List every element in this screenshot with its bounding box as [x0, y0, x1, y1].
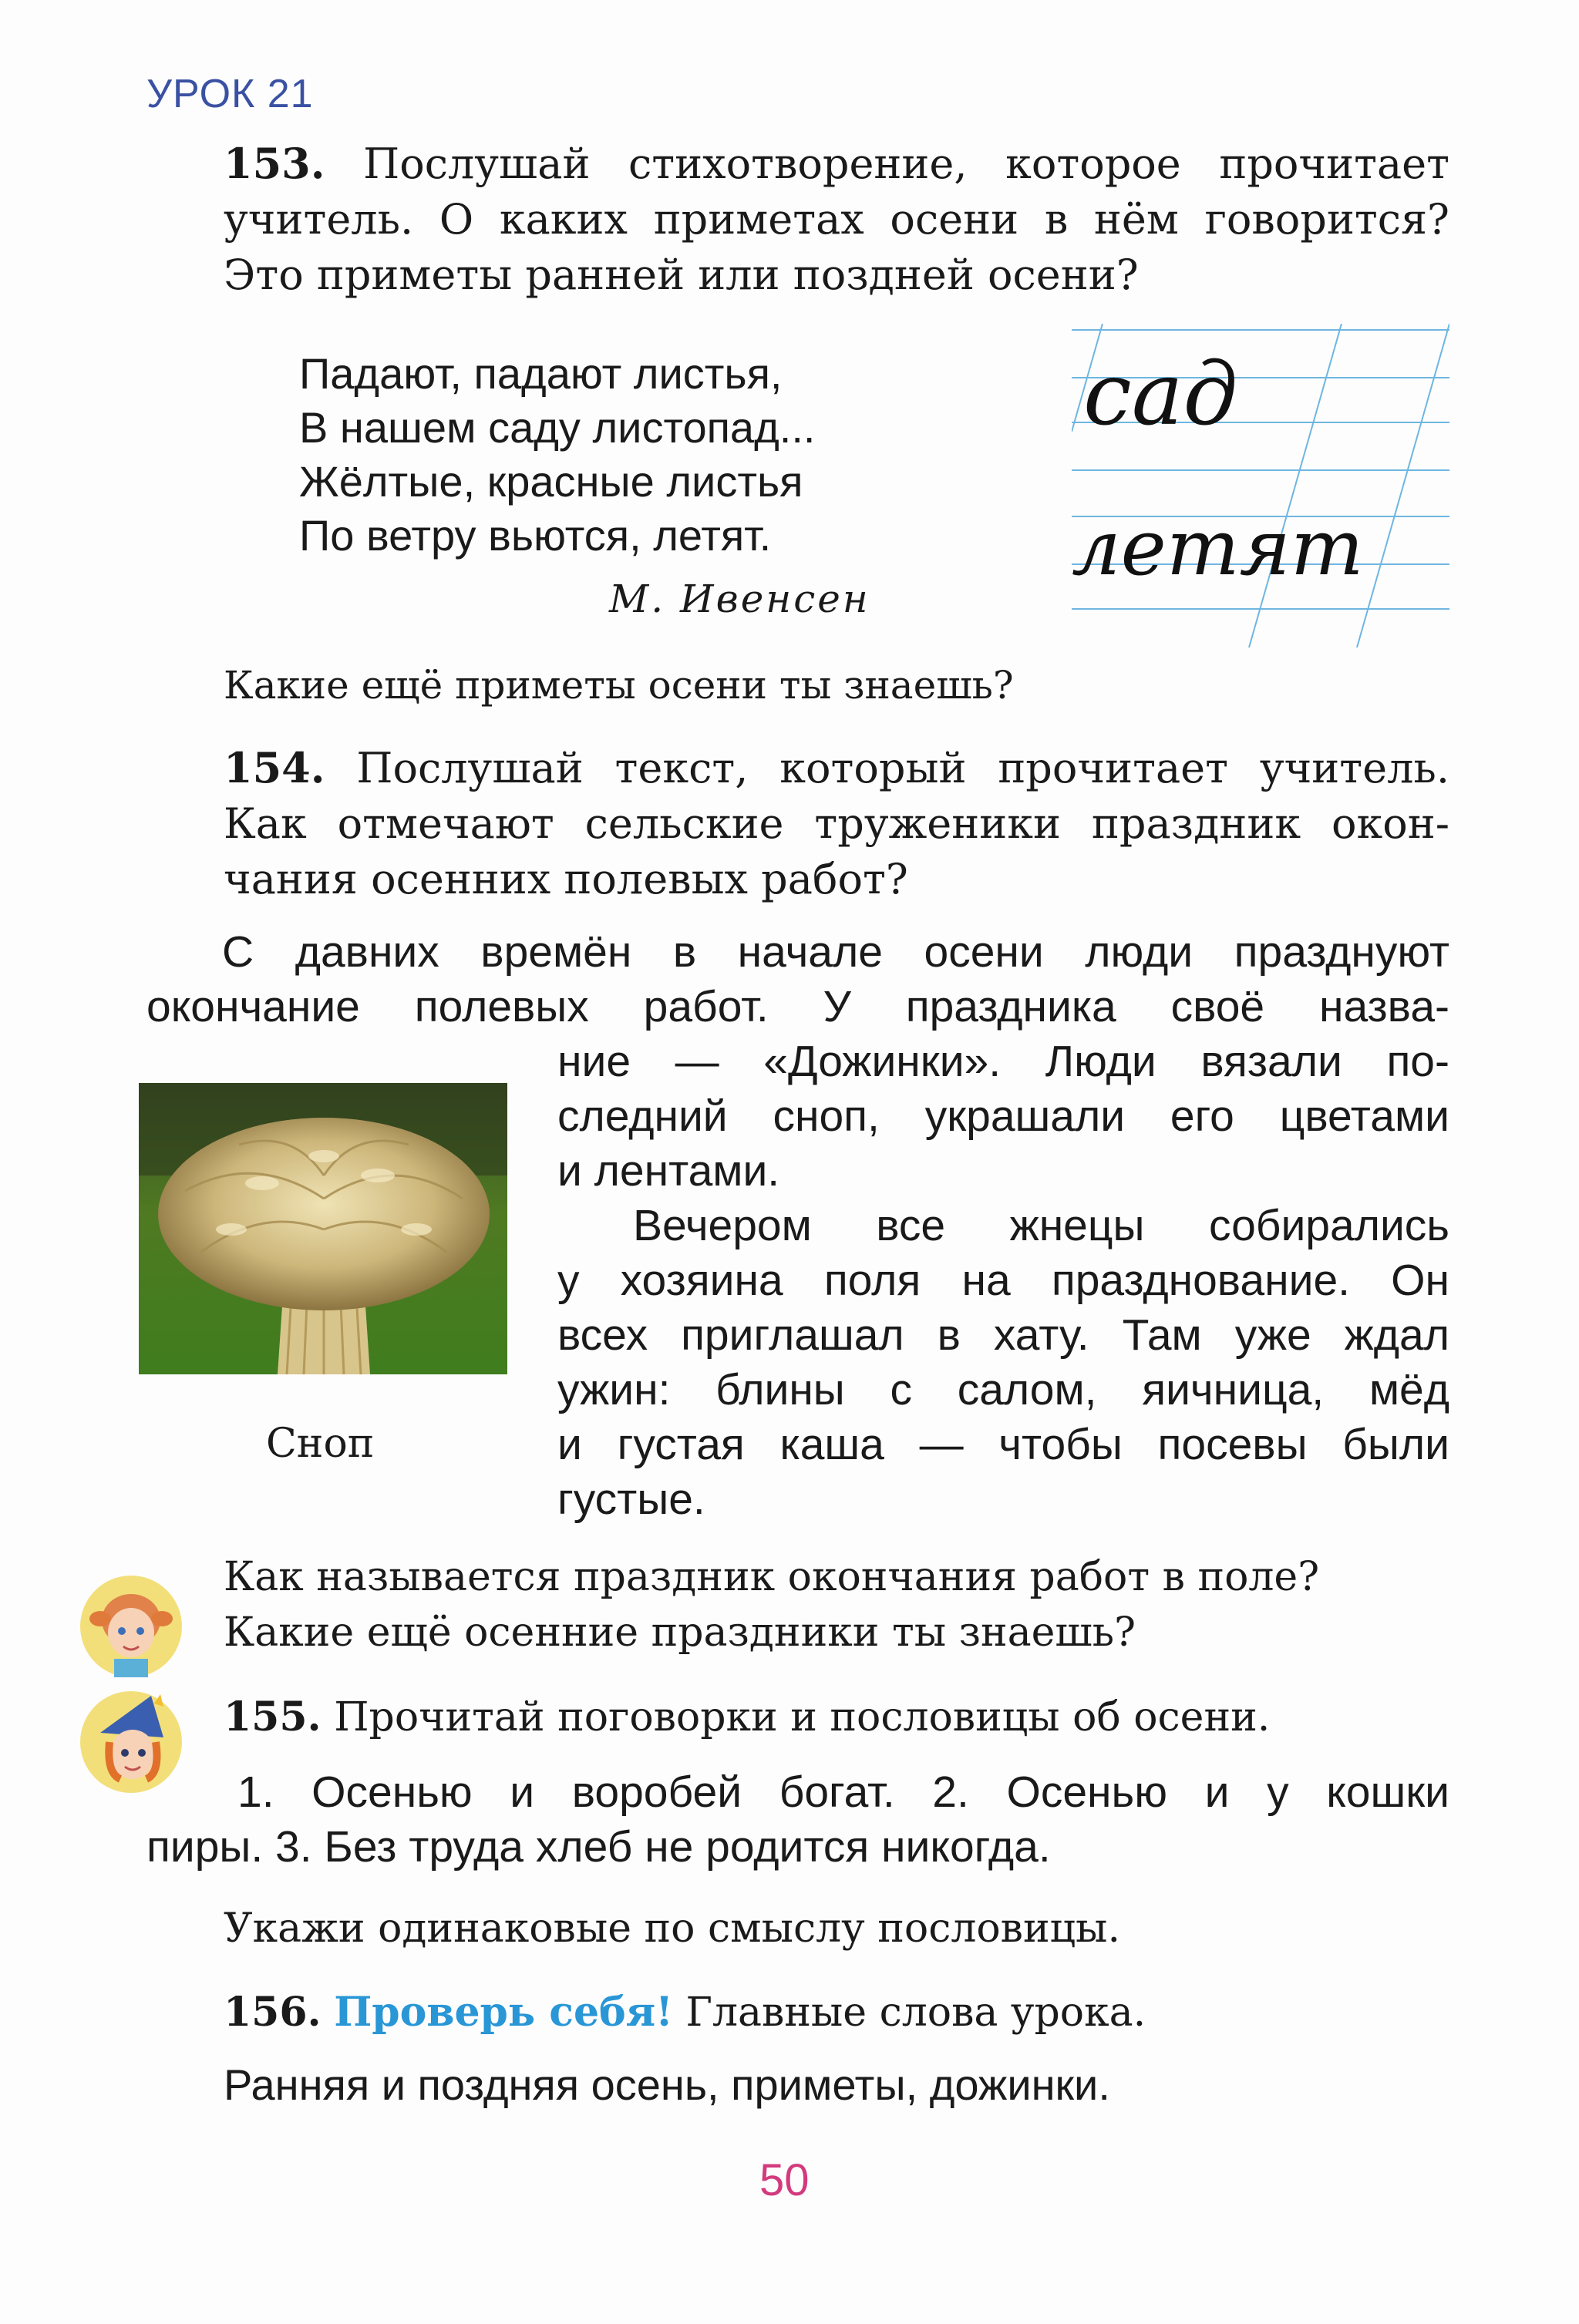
check-yourself-highlight: Проверь себя!	[334, 1989, 673, 2036]
copybook-word: летят	[1072, 503, 1364, 593]
image-caption: Сноп	[266, 1421, 375, 1467]
key-words: Ранняя и поздняя осень, приметы, дожинки.	[224, 2060, 1110, 2109]
poem-line: Жёлтые, красные листья	[299, 457, 803, 506]
task-number: 155.	[224, 1693, 322, 1740]
task-154-line-1: 154. Послушай текст, который прочитает учитель.	[224, 743, 1449, 792]
task-number: 156.	[224, 1989, 322, 2036]
task-154	[224, 740, 1449, 907]
task-154-line-3: чания осенних полевых работ?	[224, 855, 908, 903]
lesson-label: УРОК 21	[146, 72, 314, 116]
poem-author: М. Ивенсен	[609, 577, 870, 621]
page-number: 50	[759, 2155, 810, 2205]
task-156: 156. Проверь себя! Главные слова урока.	[224, 1989, 1146, 2036]
paragraph-2: ние — «Дожинки». Люди вязали по- следний сноп, украшали его цветами и лентами.	[557, 1037, 1449, 1196]
task-155-question: Укажи одинаковые по смыслу пословицы.	[224, 1905, 1120, 1952]
task-number: 154.	[224, 743, 325, 792]
wheat-sheaf-image	[139, 1083, 507, 1374]
task-153	[224, 136, 1449, 303]
poem-line: Падают, падают листья,	[299, 349, 783, 398]
copybook-word: сад	[1083, 345, 1238, 445]
question-line: Какие ещё осенние праздники ты знаешь?	[224, 1609, 1136, 1656]
task-number: 153.	[224, 139, 325, 188]
copybook-lines	[1072, 324, 1449, 647]
task-153-line-2: учитель. О каких приметах осени в нём говорится?	[224, 195, 1449, 244]
paragraph-1: С давних времён в начале осени люди празднуют окончание полевых работ. У праздника своё назва-	[146, 927, 1449, 1031]
task-153-line-3: Это приметы ранней или поздней осени?	[224, 251, 1139, 299]
poem-line: В нашем саду листопад...	[299, 403, 816, 452]
poem	[299, 347, 815, 563]
task-155: 155. Прочитай поговорки и пословицы об осени.	[224, 1693, 1271, 1740]
poem-line: По ветру вьются, летят.	[299, 511, 772, 560]
task-153-line-1: 153. Послушай стихотворение, которое прочитает	[224, 139, 1450, 188]
task-153-question: Какие ещё приметы осени ты знаешь?	[224, 663, 1014, 708]
paragraph-3: Вечером все жнецы собирались у хозяина поля на празднование. Он всех приглашал в хату. Там уже ждал ужин: блины с салом, яичница, мёд и густая каша — чтобы посевы были густые.	[557, 1201, 1449, 1524]
girl-icon	[77, 1572, 185, 1680]
task-154-line-2: Как отмечают сельские труженики праздник окон-	[224, 799, 1449, 848]
task-154-questions	[224, 1549, 1449, 1660]
proverbs: 1. Осенью и воробей богат. 2. Осенью и у кошки пиры. 3. Без труда хлеб не родится никогда.	[146, 1767, 1449, 1872]
question-line: Как называется праздник окончания работ в поле?	[224, 1554, 1320, 1600]
